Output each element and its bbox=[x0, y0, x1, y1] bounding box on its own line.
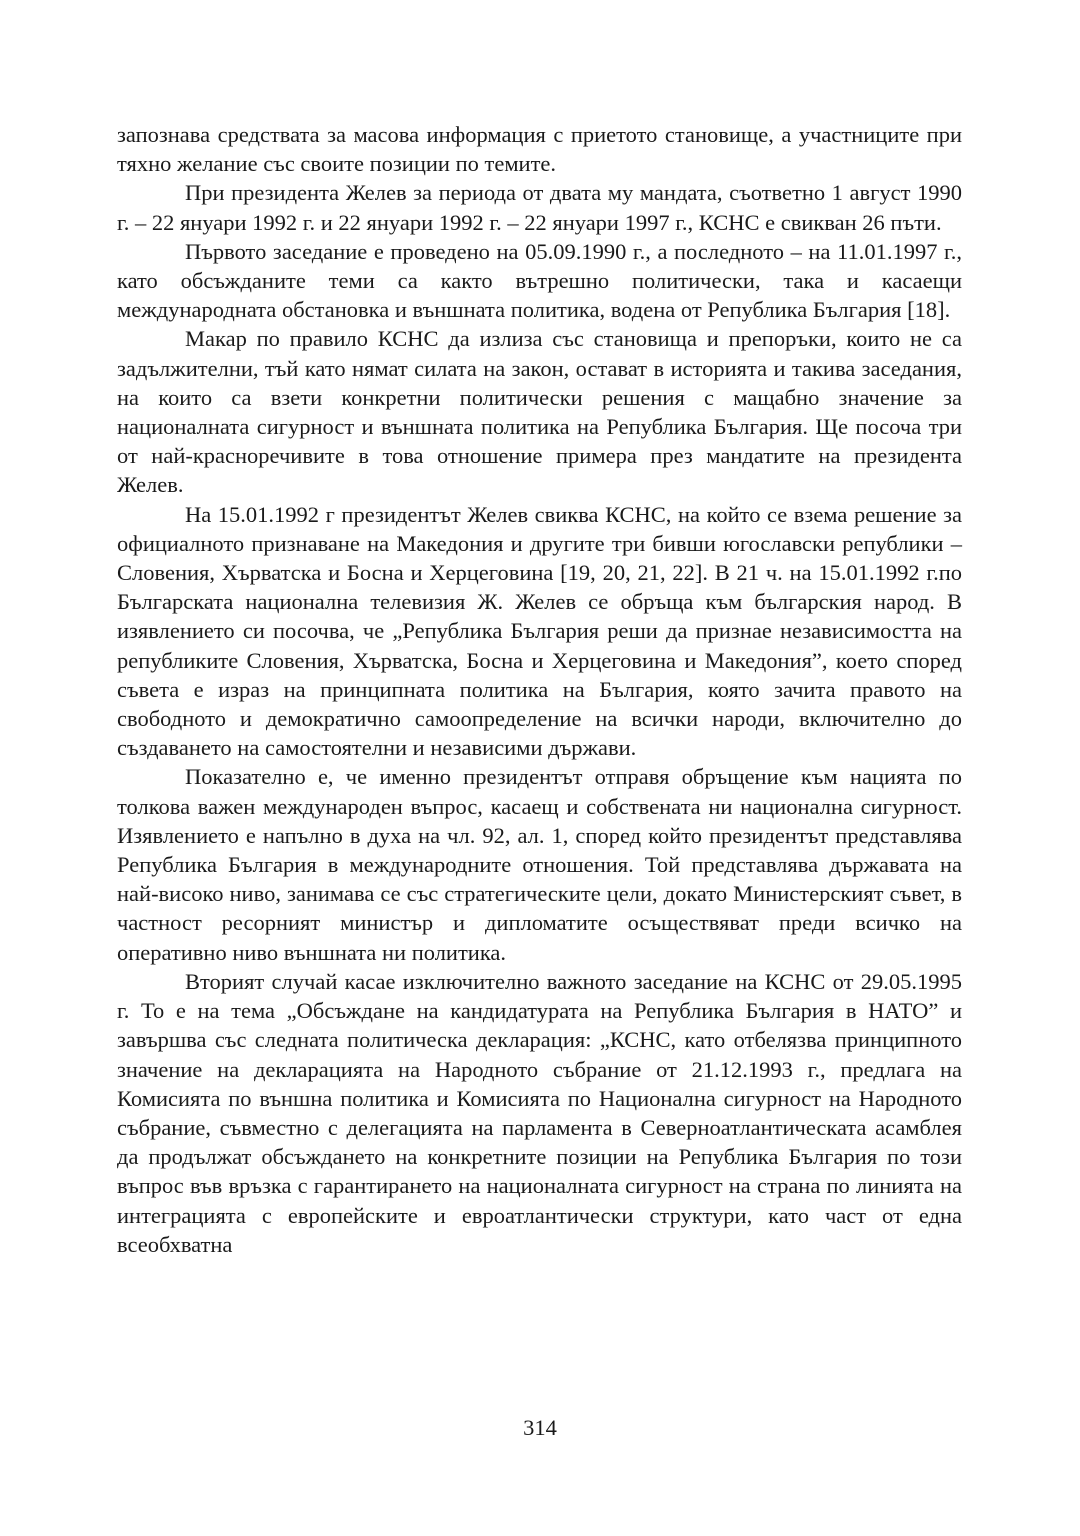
paragraph-2: При президента Желев за периода от двата му мандата, съответно 1 август 1990 г. – 22 януари 1992 г. и 22 януари 1992 г. – 22 януари 1997 г., КСНС е свикван 26 пъти. bbox=[117, 180, 962, 235]
paragraph-6: Показателно е, че именно президентът отправя обръщение към нацията по толкова важен международен въпрос, касаещ и собствената ни национална сигурност. Изявлението е напълно в духа на чл. 92, ал. 1, според който президентът представлява Република България в международните отношения. Той представлява държавата на най-високо ниво, занимава се със стратегическите цели, докато Министерският съвет, в частност ресорният министър и дипломатите осъществяват преди всичко на оперативно ниво външната ни политика. bbox=[117, 764, 962, 965]
paragraph-1: запознава средствата за масова информация с приетото становище, а участниците при тяхно желание със своите позиции по темите. bbox=[117, 122, 962, 177]
paragraph-7: Вторият случай касае изключително важното заседание на КСНС от 29.05.1995 г. То е на тема „Обсъждане на кандидатурата на Република България в НАТО” и завършва със следната политическа декларация: „КСНС, като отбелязва принципното значение на декларацията на Народното събрание от 21.12.1993 г., предлага на Комисията по външна политика и Комисията по Национална сигурност на Народното събрание, съвместно с делегацията на парламента в Северноатлантическата асамблея да продължат обсъждането на конкретните позиции на Република България по този въпрос във връзка с гарантирането на националната сигурност на страна по линията на интеграцията с европейските и евроатлантически структури, като част от една всеобхватна bbox=[117, 968, 962, 1257]
paragraph-5: На 15.01.1992 г президентът Желев свиква КСНС, на който се взема решение за официалното признаване на Македония и другите три бивши югославски републики – Словения, Хърватска и Босна и Херцеговина [19, 20, 21, 22]. В 21 ч. на 15.01.1992 г.по Българската национална телевизия Ж. Желев се обръща към българския народ. В изявлението си посочва, че „Република България реши да признае независимостта на републиките Словения, Хърватска, Босна и Херцеговина и Македония”, което според съвета е израз на принципната политика на България, която зачита правото на свободното и демократично самоопределение на всички народи, включително до създаването на самостоятелни и независими държави. bbox=[117, 501, 962, 761]
page-body bbox=[117, 120, 962, 1259]
page-number: 314 bbox=[523, 1415, 557, 1440]
paragraph-3: Първото заседание е проведено на 05.09.1990 г., а последното – на 11.01.1997 г., като обсъжданите теми са както вътрешно политически, така и касаещи международната обстановка и външната политика, водена от Република България [18]. bbox=[117, 238, 962, 323]
paragraph-4: Макар по правило КСНС да излиза със становища и препоръки, които не са задължителни, тъй като нямат силата на закон, остават в историята и такива заседания, на които са взети конкретни политически решения с мащабно значение за националната сигурност и външната политика на Република България. Ще посоча три от най-красноречивите в това отношение примера през мандатите на президента Желев. bbox=[117, 326, 962, 498]
